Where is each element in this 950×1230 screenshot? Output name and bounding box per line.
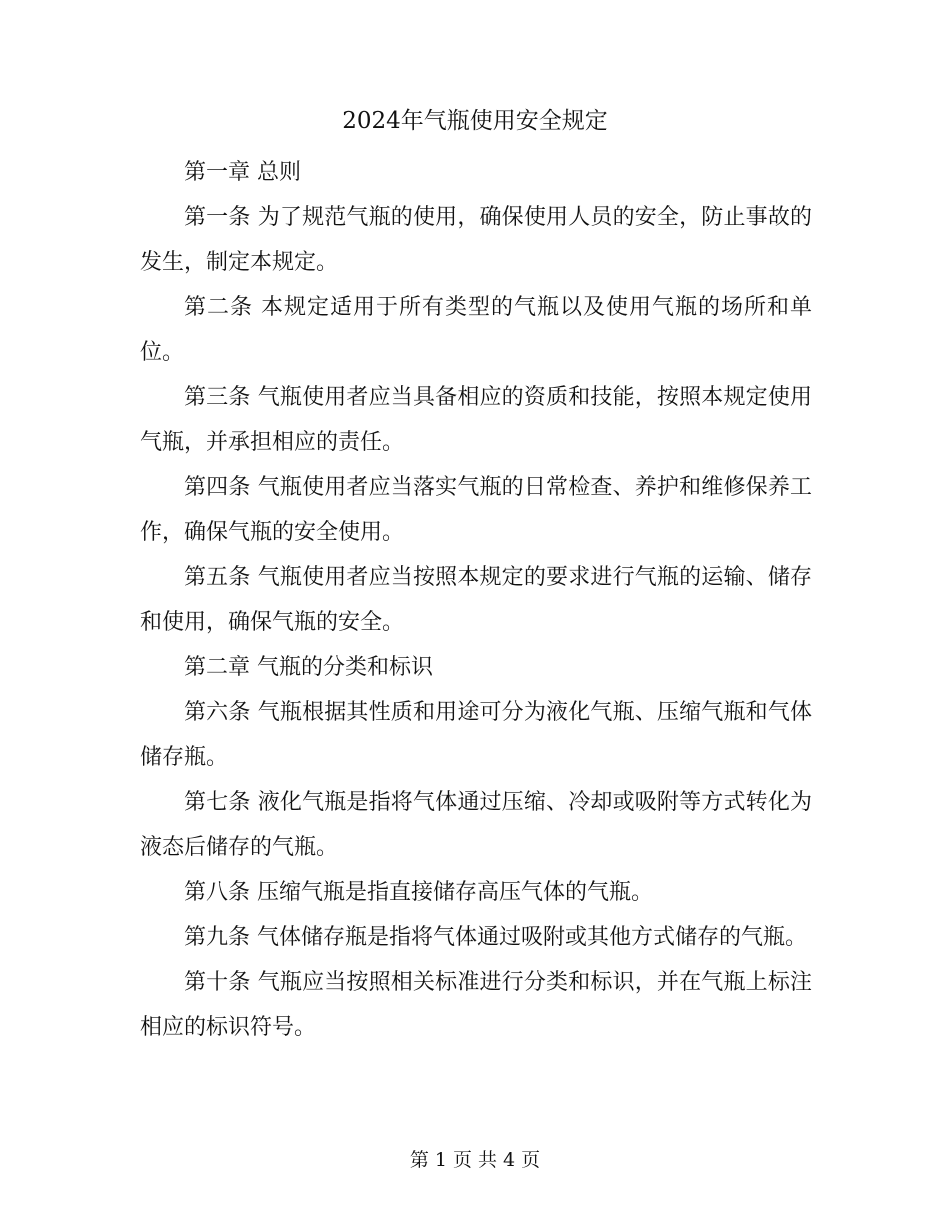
article-2: 第二条 本规定适用于所有类型的气瓶以及使用气瓶的场所和单位。 — [140, 295, 812, 365]
document-body — [140, 150, 812, 1050]
article-1: 第一条 为了规范气瓶的使用，确保使用人员的安全，防止事故的发生，制定本规定。 — [140, 205, 812, 275]
article-10: 第十条 气瓶应当按照相关标准进行分类和标识，并在气瓶上标注相应的标识符号。 — [140, 970, 812, 1040]
article-3: 第三条 气瓶使用者应当具备相应的资质和技能，按照本规定使用气瓶，并承担相应的责任。 — [140, 385, 812, 455]
chapter-heading-2: 第二章 气瓶的分类和标识 — [184, 655, 433, 680]
page-number-footer: 第 1 页 共 4 页 — [409, 1149, 541, 1171]
document-title: 2024年气瓶使用安全规定 — [342, 108, 608, 134]
article-6: 第六条 气瓶根据其性质和用途可分为液化气瓶、压缩气瓶和气体储存瓶。 — [140, 700, 812, 770]
chapter-heading-1: 第一章 总则 — [184, 160, 301, 185]
article-9: 第九条 气体储存瓶是指将气体通过吸附或其他方式储存的气瓶。 — [184, 925, 807, 950]
article-5: 第五条 气瓶使用者应当按照本规定的要求进行气瓶的运输、储存和使用，确保气瓶的安全。 — [140, 565, 812, 635]
article-8: 第八条 压缩气瓶是指直接储存高压气体的气瓶。 — [184, 880, 653, 905]
article-7: 第七条 液化气瓶是指将气体通过压缩、冷却或吸附等方式转化为液态后储存的气瓶。 — [140, 790, 812, 860]
article-4: 第四条 气瓶使用者应当落实气瓶的日常检查、养护和维修保养工作，确保气瓶的安全使用。 — [140, 475, 812, 545]
